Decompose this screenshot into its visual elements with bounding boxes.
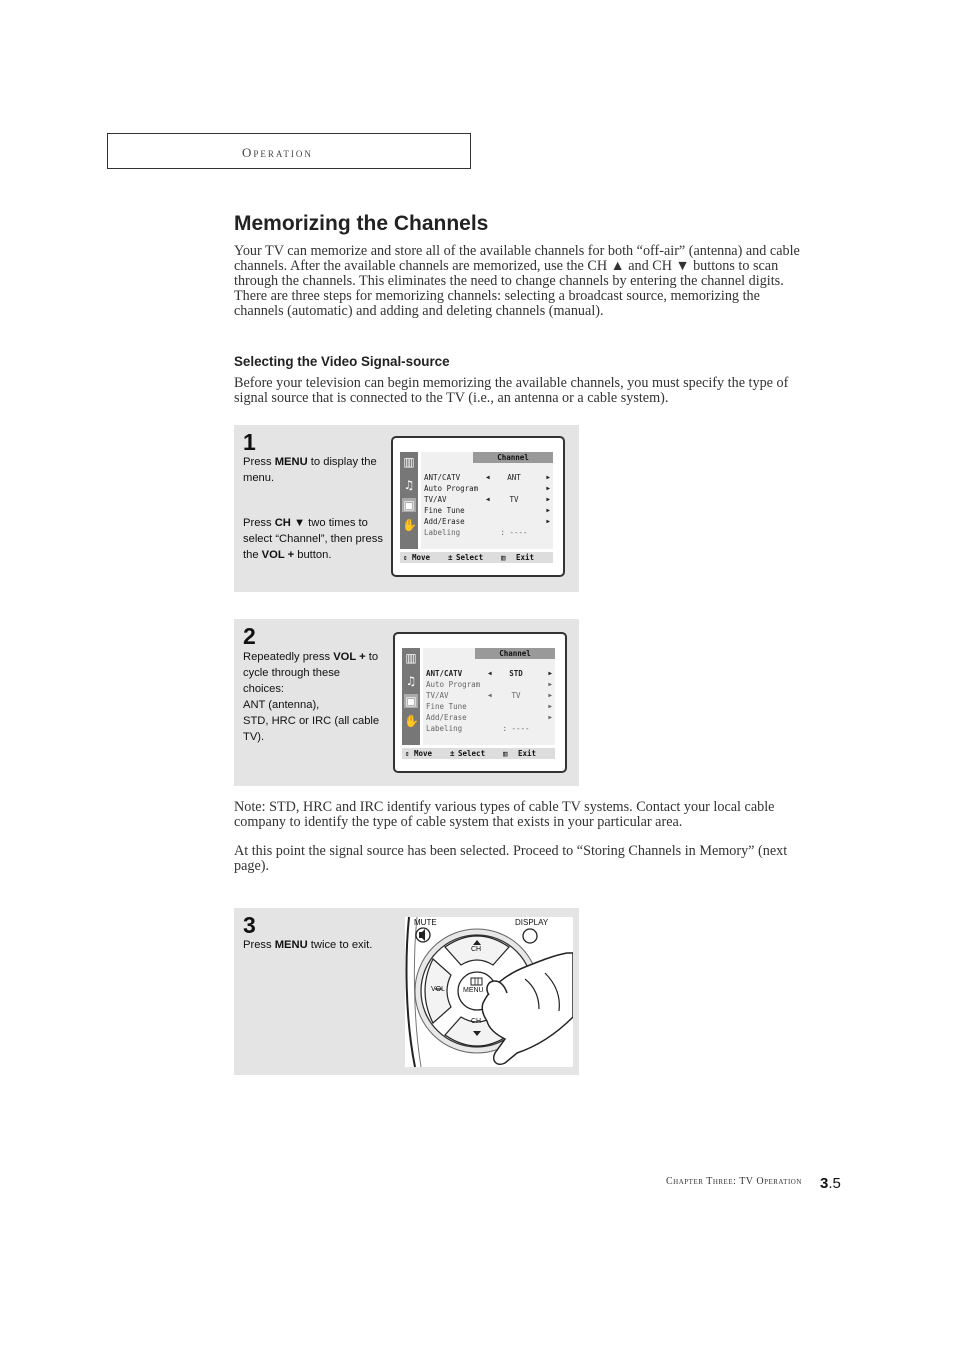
- note-paragraph: Note: STD, HRC and IRC identify various types of cable TV systems. Contact your local cable company to identify the type of cable system that exists in your particular area.: [234, 799, 775, 830]
- step-number: 2: [243, 623, 256, 649]
- osd-exit-label: Exit: [518, 749, 537, 758]
- sound-icon: ♫: [403, 478, 415, 492]
- osd-row-auto-program: Auto Program ▶: [424, 484, 550, 493]
- osd-row-ant-catv: ANT/CATV ◀ ANT ▶: [424, 473, 550, 482]
- osd-footer: [400, 552, 553, 563]
- menu-icon-bar: [400, 452, 418, 549]
- channel-icon: ▣: [405, 694, 417, 708]
- ch-down-label: CH: [471, 1018, 482, 1025]
- osd-select-label: Select: [456, 553, 484, 562]
- osd-title: Channel: [473, 452, 553, 463]
- menu-icon-bar: [402, 648, 420, 745]
- osd-menu: [423, 648, 555, 745]
- picture-icon: ▥: [403, 455, 415, 469]
- sound-icon: ♫: [405, 674, 417, 688]
- intro-paragraph: Your TV can memorize and store all of the available channels for both “off-air” (antenna) and cable channels. After the available channels are memorized, use the CH ▲ and CH ▼ buttons to scan through the channels. This eliminates the need to change channels by entering the channel digits. There are three steps for memorizing channels: selecting a broadcast source, memorizing the channels (automatic) and adding and deleting channels (manual).: [234, 243, 800, 319]
- osd-row-fine-tune: Fine Tune ▶: [424, 506, 550, 515]
- section-subtitle: Selecting the Video Signal-source: [234, 354, 450, 369]
- step-number: 3: [243, 912, 256, 938]
- osd-row-add-erase: Add/Erase ▶: [426, 713, 552, 722]
- select-icon: ±: [448, 553, 453, 562]
- page-title: Memorizing the Channels: [234, 212, 489, 235]
- menu-label: MENU: [463, 987, 484, 994]
- osd-row-labeling: Labeling : ----: [426, 724, 530, 733]
- step-1-instruction-b: Press CH ▼ two times to select “Channel”, then press the VOL + button.: [243, 517, 383, 561]
- osd-row-auto-program: Auto Program ▶: [426, 680, 552, 689]
- chapter-footer: Chapter Three: TV Operation: [666, 1176, 802, 1187]
- section-header-box: [107, 133, 471, 169]
- exit-icon: ▥: [503, 749, 508, 758]
- ch-up-label: CH: [471, 946, 482, 953]
- proceed-paragraph: At this point the signal source has been selected. Proceed to “Storing Channels in Memory” (next page).: [234, 843, 788, 874]
- step-1-instruction-a: Press MENU to display the menu.: [243, 456, 377, 484]
- setup-icon: ✋: [404, 714, 419, 728]
- osd-row-tv-av: TV/AV ◀ TV ▶: [426, 691, 552, 700]
- osd-move-label: Move: [412, 553, 431, 562]
- osd-row-fine-tune: Fine Tune ▶: [426, 702, 552, 711]
- exit-icon: ▥: [501, 553, 506, 562]
- channel-icon: ▣: [403, 498, 415, 512]
- osd-row-add-erase: Add/Erase ▶: [424, 517, 550, 526]
- display-button: [523, 929, 537, 943]
- step-3-panel: [234, 908, 579, 1075]
- step-1-panel: [234, 425, 579, 592]
- osd-menu: [421, 452, 553, 549]
- osd-title: Channel: [475, 648, 555, 659]
- move-icon: ⇕: [403, 553, 408, 562]
- osd-move-label: Move: [414, 749, 433, 758]
- subintro-paragraph: Before your television can begin memorizing the available channels, you must specify the type of signal source that is connected to the TV (i.e., an antenna or a cable system).: [234, 375, 789, 406]
- osd-select-label: Select: [458, 749, 486, 758]
- section-label: Operation: [242, 145, 313, 160]
- step-2-panel: [234, 619, 579, 786]
- picture-icon: ▥: [405, 651, 417, 665]
- setup-icon: ✋: [402, 518, 417, 532]
- osd-footer: [402, 748, 555, 759]
- select-icon: ±: [450, 749, 455, 758]
- display-label: DISPLAY: [515, 918, 549, 927]
- step-3-instruction: Press MENU twice to exit.: [243, 939, 373, 951]
- remote-illustration: [405, 917, 573, 1067]
- step-number: 1: [243, 429, 256, 455]
- step-2-instruction: Repeatedly press VOL + to cycle through these choices: ANT (antenna), STD, HRC or IRC (all cable TV).: [243, 651, 380, 743]
- mute-label: MUTE: [414, 918, 437, 927]
- vol-label: VOL: [431, 986, 446, 993]
- osd-row-ant-catv: ANT/CATV ◀ STD ▶: [426, 669, 552, 678]
- tv-screen: [393, 632, 567, 773]
- osd-row-labeling: Labeling : ----: [424, 528, 528, 537]
- osd-exit-label: Exit: [516, 553, 535, 562]
- osd-row-tv-av: TV/AV ◀ TV ▶: [424, 495, 550, 504]
- page-number: 3.5: [820, 1175, 841, 1192]
- tv-screen: [391, 436, 565, 577]
- move-icon: ⇕: [405, 749, 410, 758]
